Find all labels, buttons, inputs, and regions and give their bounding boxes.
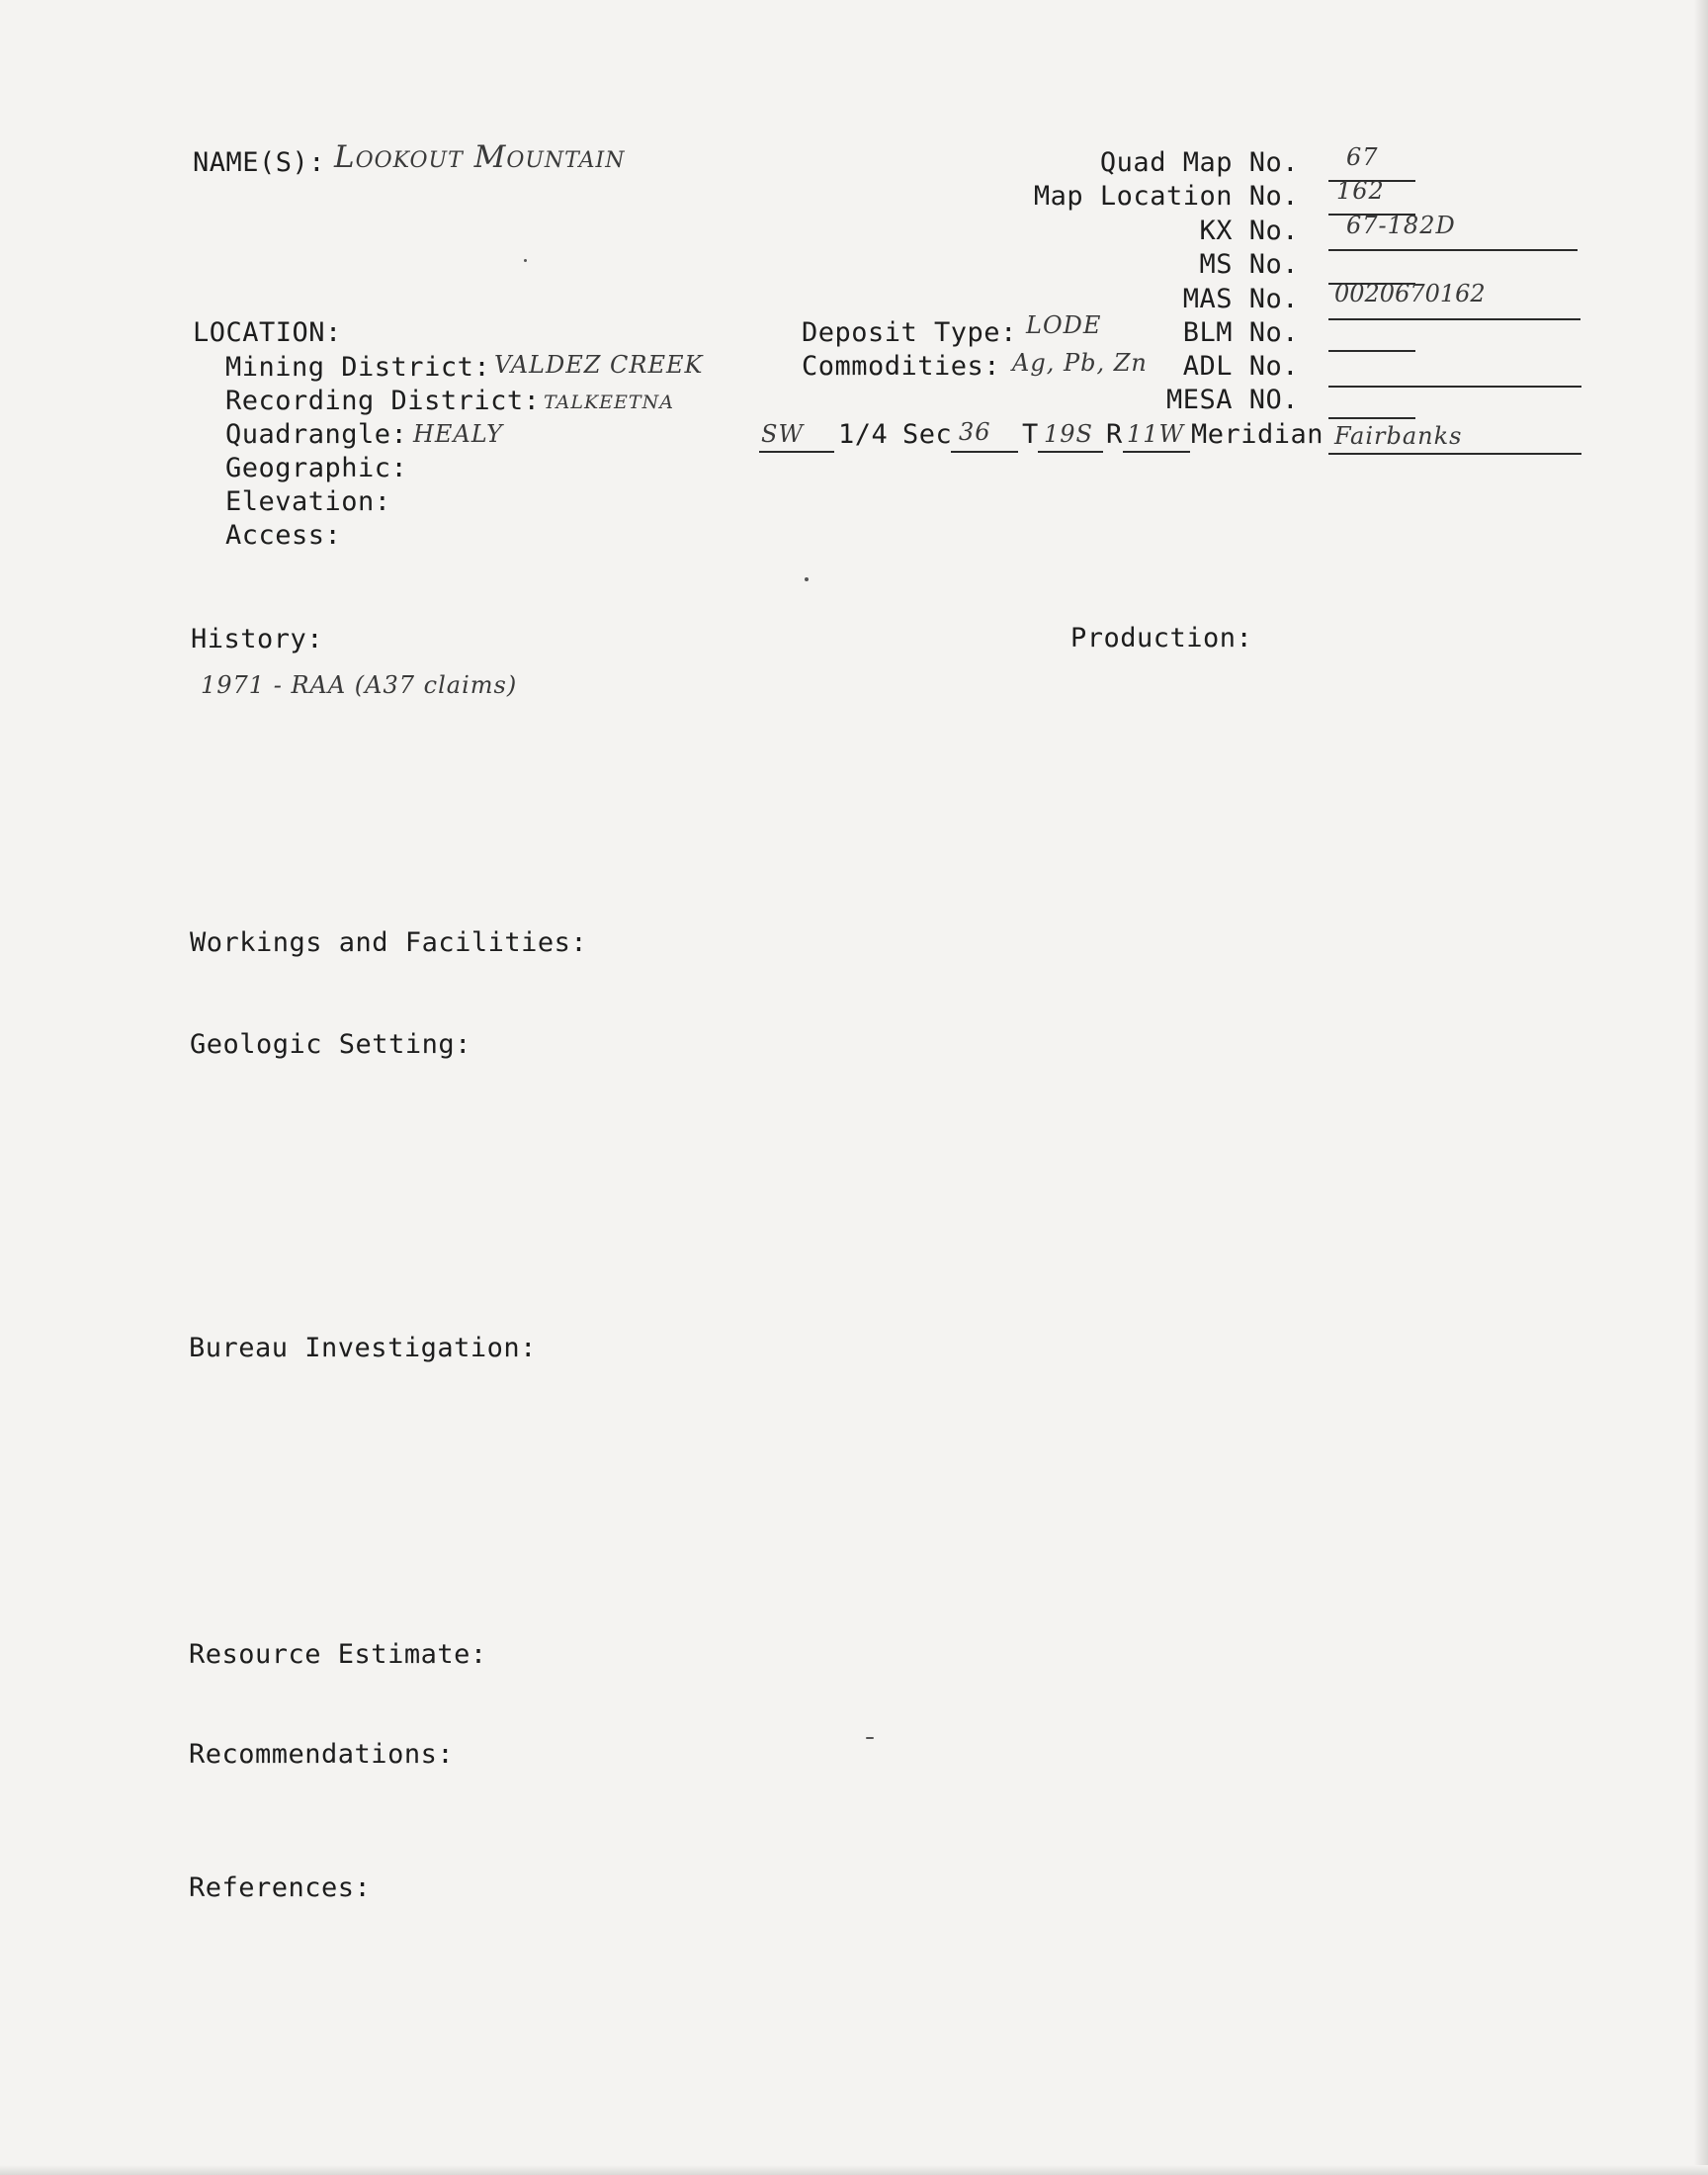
scan-speck: [866, 1737, 874, 1739]
resource-label: Resource Estimate:: [189, 1639, 487, 1670]
meridian-value: Fairbanks: [1334, 422, 1463, 450]
name-label: NAME(S):: [193, 147, 326, 178]
meridian-label: Meridian: [1191, 419, 1324, 450]
mas-label: MAS No.: [1182, 284, 1299, 314]
adl-label: ADL No.: [1182, 351, 1299, 382]
mining-district-label: Mining District:: [225, 352, 491, 383]
references-label: References:: [189, 1872, 372, 1903]
sec-line: [951, 451, 1018, 453]
commodities-label: Commodities:: [802, 351, 1001, 382]
quadrangle-label: Quadrangle:: [225, 419, 408, 450]
blm-label: BLM No.: [1182, 317, 1299, 348]
mining-district-value: VALDEZ CREEK: [494, 351, 704, 379]
mas-line: [1328, 318, 1580, 320]
sec-label: Sec: [902, 419, 953, 450]
kx-label: KX No.: [1199, 216, 1299, 246]
production-label: Production:: [1070, 623, 1253, 653]
ms-label: MS No.: [1199, 249, 1299, 280]
t-label: T: [1022, 419, 1039, 450]
history-label: History:: [191, 624, 324, 654]
quadrangle-value: HEALY: [413, 420, 504, 448]
kx-value: 67-182D: [1346, 212, 1456, 239]
geographic-label: Geographic:: [225, 453, 408, 483]
location-heading: LOCATION:: [193, 317, 342, 348]
quarter-value: SW: [761, 420, 805, 448]
quarter-line: [759, 451, 834, 453]
r-line: [1123, 451, 1190, 453]
name-value: Lookout Mountain: [334, 139, 626, 175]
quad-map-label: Quad Map No.: [1099, 147, 1299, 178]
mas-value: 0020670162: [1334, 280, 1486, 307]
meridian-line: [1328, 453, 1581, 455]
page-edge-shadow: [1694, 0, 1708, 2175]
commodities-value: Ag, Pb, Zn: [1012, 349, 1148, 377]
mesa-label: MESA NO.: [1165, 385, 1299, 415]
r-label: R: [1106, 419, 1123, 450]
history-entry: 1971 - RAA (A37 claims): [201, 671, 518, 699]
r-value: 11W: [1127, 420, 1185, 448]
access-label: Access:: [225, 520, 342, 551]
blm-line: [1328, 350, 1415, 352]
scan-speck: [524, 259, 527, 262]
recording-district-label: Recording District:: [225, 386, 541, 416]
recording-district-value: TALKEETNA: [544, 392, 674, 413]
workings-label: Workings and Facilities:: [190, 927, 588, 958]
deposit-type-value: LODE: [1026, 311, 1102, 339]
map-location-value: 162: [1336, 177, 1385, 205]
deposit-type-label: Deposit Type:: [802, 317, 1017, 348]
scan-speck: [805, 577, 809, 581]
page-bottom-shadow: [0, 2165, 1708, 2175]
geologic-label: Geologic Setting:: [190, 1029, 471, 1060]
adl-line: [1328, 386, 1581, 388]
quad-map-value: 67: [1346, 143, 1379, 171]
kx-line: [1328, 249, 1578, 251]
bureau-label: Bureau Investigation:: [189, 1333, 537, 1363]
t-line: [1038, 451, 1103, 453]
elevation-label: Elevation:: [225, 486, 391, 517]
sec-value: 36: [959, 418, 991, 446]
quarter-label: 1/4: [838, 419, 889, 450]
map-location-label: Map Location No.: [1033, 181, 1299, 212]
t-value: 19S: [1044, 420, 1093, 448]
recommendations-label: Recommendations:: [189, 1739, 455, 1770]
